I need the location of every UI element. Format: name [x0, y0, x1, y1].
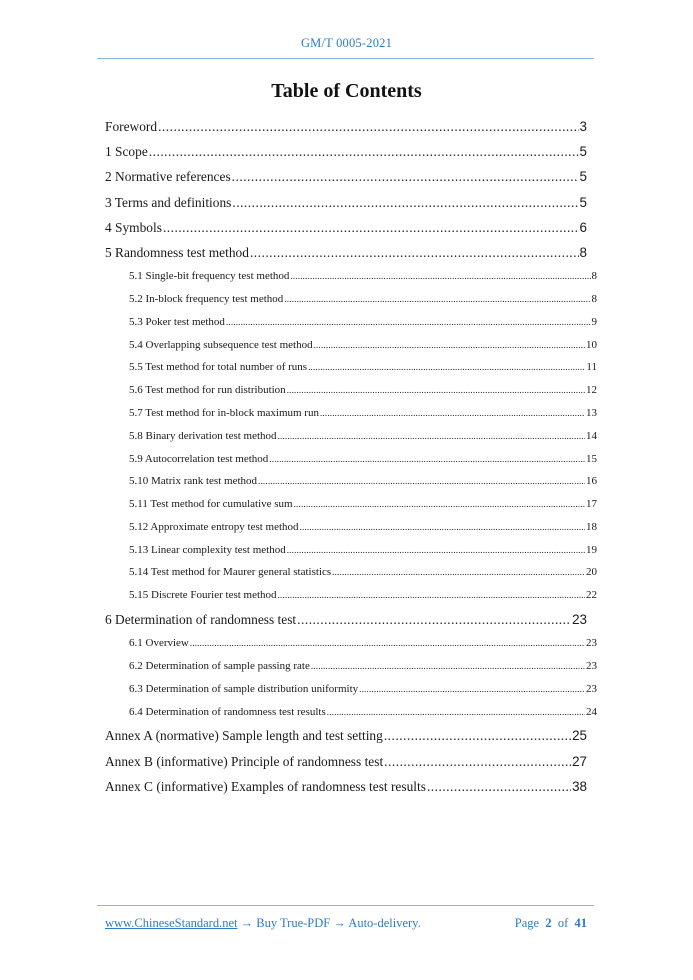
- toc-entry-title: 5.11 Test method for cumulative sum: [129, 498, 293, 511]
- dot-leader: [314, 334, 585, 357]
- toc-entry-title: 6.1 Overview: [129, 637, 189, 650]
- dot-leader: [190, 632, 585, 655]
- header-divider: [97, 58, 594, 59]
- footer-promo: [105, 916, 421, 931]
- toc-entry[interactable]: [105, 607, 587, 632]
- current-page: 2: [545, 916, 552, 930]
- toc-entry-title: 5.14 Test method for Maurer general statistics: [129, 566, 332, 579]
- toc-entry-title: 6.4 Determination of randomness test results: [129, 705, 326, 718]
- toc-entry-title: 5.9 Autocorrelation test method: [129, 452, 269, 465]
- toc-page-number: 27: [572, 753, 587, 769]
- toc-entry-title: 5.6 Test method for run distribution: [129, 384, 286, 397]
- toc-page-number: 8: [591, 292, 597, 305]
- toc-subentry[interactable]: [105, 334, 597, 357]
- toc-entry-title: 5.3 Poker test method: [129, 315, 225, 328]
- toc-entry[interactable]: [105, 774, 587, 799]
- toc-page-number: 15: [586, 452, 597, 465]
- toc-entry[interactable]: [105, 190, 587, 215]
- toc-subentry[interactable]: [105, 561, 597, 584]
- dot-leader: [278, 425, 585, 448]
- dot-leader: [226, 311, 591, 334]
- toc-entry-title: 2 Normative references: [105, 169, 231, 185]
- toc-page-number: 17: [586, 498, 597, 511]
- toc-entry-title: 4 Symbols: [105, 219, 162, 235]
- toc-subentry[interactable]: [105, 678, 597, 701]
- toc-entry-title: 5.12 Approximate entropy test method: [129, 520, 299, 533]
- toc-page-number: 11: [586, 361, 597, 374]
- toc-page-number: 23: [586, 682, 597, 695]
- toc-entry-title: 5.4 Overlapping subsequence test method: [129, 338, 313, 351]
- toc-entry[interactable]: [105, 114, 587, 139]
- toc-entry-title: 5.15 Discrete Fourier test method: [129, 589, 277, 602]
- toc-page-number: 5: [579, 169, 587, 185]
- dot-leader: [287, 539, 585, 562]
- toc-page-number: 24: [586, 705, 597, 718]
- dot-leader: [311, 655, 585, 678]
- toc-entry-title: 5.10 Matrix rank test method: [129, 475, 258, 488]
- toc-entry-title: 6.2 Determination of sample passing rate: [129, 660, 310, 673]
- toc-page-number: 10: [586, 338, 597, 351]
- dot-leader: [427, 774, 571, 799]
- toc-page-number: 22: [586, 589, 597, 602]
- footer-divider: [97, 905, 594, 906]
- toc-page-number: 18: [586, 520, 597, 533]
- toc-page-number: 3: [579, 119, 587, 134]
- standard-code-header: GM/T 0005-2021: [300, 36, 393, 50]
- dot-leader: [250, 240, 579, 265]
- dot-leader: [258, 470, 585, 493]
- dot-leader: [327, 701, 585, 724]
- toc-subentry[interactable]: [105, 701, 597, 724]
- dot-leader: [294, 493, 585, 516]
- toc-subentry[interactable]: [105, 539, 597, 562]
- dot-leader: [290, 265, 590, 288]
- page-number: [515, 916, 587, 931]
- toc-page-number: 5: [579, 144, 587, 160]
- toc-entry[interactable]: [105, 240, 587, 265]
- dot-leader: [297, 607, 571, 632]
- toc-subentry[interactable]: [105, 288, 597, 311]
- toc-subentry[interactable]: [105, 470, 597, 493]
- dot-leader: [308, 356, 585, 379]
- dot-leader: [384, 749, 571, 774]
- toc-page-number: 8: [591, 270, 597, 283]
- toc-entry-title: 5.13 Linear complexity test method: [129, 543, 286, 556]
- toc-entry-title: 5.7 Test method for in-block maximum run: [129, 406, 319, 419]
- website-link[interactable]: www.ChineseStandard.net: [105, 916, 238, 930]
- toc-subentry[interactable]: [105, 425, 597, 448]
- toc-page-number: 38: [572, 778, 587, 794]
- toc-entry-title: 5.2 In-block frequency test method: [129, 292, 284, 305]
- toc-subentry[interactable]: [105, 632, 597, 655]
- toc-page-number: 23: [572, 612, 587, 628]
- toc-page-number: 9: [591, 315, 597, 328]
- toc-page-number: 19: [586, 543, 597, 556]
- table-of-contents: [105, 114, 597, 799]
- toc-entry-title: 5.5 Test method for total number of runs: [129, 361, 308, 374]
- toc-subentry[interactable]: [105, 379, 597, 402]
- toc-subentry[interactable]: [105, 516, 597, 539]
- dot-leader: [163, 215, 579, 240]
- toc-entry[interactable]: [105, 215, 587, 240]
- toc-page-number: 12: [586, 384, 597, 397]
- toc-entry[interactable]: [105, 164, 587, 189]
- toc-subentry[interactable]: [105, 448, 597, 471]
- toc-page-number: 6: [579, 219, 587, 235]
- toc-page-number: 20: [586, 566, 597, 579]
- dot-leader: [232, 164, 579, 189]
- dot-leader: [287, 379, 585, 402]
- dot-leader: [232, 190, 578, 215]
- dot-leader: [278, 584, 585, 607]
- page-title: Table of Contents: [271, 80, 422, 102]
- toc-page-number: 13: [586, 406, 597, 419]
- toc-subentry[interactable]: [105, 655, 597, 678]
- toc-entry-title: 3 Terms and definitions: [105, 194, 232, 210]
- toc-subentry[interactable]: [105, 493, 597, 516]
- toc-page-number: 14: [586, 429, 597, 442]
- toc-entry[interactable]: [105, 723, 587, 748]
- toc-subentry[interactable]: [105, 402, 597, 425]
- toc-entry-title: 6 Determination of randomness test: [105, 612, 297, 628]
- dot-leader: [158, 114, 578, 139]
- toc-entry-title: Annex B (informative) Principle of randomness test: [105, 753, 384, 769]
- toc-subentry[interactable]: [105, 584, 597, 607]
- toc-page-number: 5: [579, 194, 587, 210]
- page-label: Page: [514, 916, 540, 930]
- toc-page-number: 8: [579, 244, 587, 260]
- toc-entry[interactable]: [105, 139, 587, 164]
- toc-entry-title: Annex A (normative) Sample length and test setting: [105, 728, 383, 744]
- toc-page-number: 23: [586, 637, 597, 650]
- toc-entry[interactable]: [105, 749, 587, 774]
- toc-entry-title: 6.3 Determination of sample distribution uniformity: [129, 682, 359, 695]
- toc-page-number: 25: [572, 728, 587, 744]
- toc-entry-title: Foreword: [105, 119, 158, 134]
- toc-entry-title: 5.1 Single-bit frequency test method: [129, 270, 290, 283]
- dot-leader: [332, 561, 585, 584]
- dot-leader: [269, 448, 585, 471]
- page-of-label: of: [557, 916, 569, 930]
- toc-entry-title: Annex C (informative) Examples of randomness test results: [105, 778, 426, 794]
- toc-entry-title: 5 Randomness test method: [105, 244, 249, 260]
- toc-page-number: 16: [586, 475, 597, 488]
- dot-leader: [284, 288, 590, 311]
- toc-page-number: 23: [586, 660, 597, 673]
- toc-entry-title: 1 Scope: [105, 144, 148, 160]
- toc-subentry[interactable]: [105, 311, 597, 334]
- dot-leader: [359, 678, 585, 701]
- dot-leader: [300, 516, 585, 539]
- total-pages: 41: [574, 916, 587, 930]
- dot-leader: [320, 402, 585, 425]
- promo-text: → Buy True-PDF → Auto-delivery.: [237, 916, 421, 930]
- toc-entry-title: 5.8 Binary derivation test method: [129, 429, 277, 442]
- footer: [105, 916, 587, 931]
- toc-subentry[interactable]: [105, 356, 597, 379]
- toc-subentry[interactable]: [105, 265, 597, 288]
- dot-leader: [384, 723, 571, 748]
- dot-leader: [149, 139, 579, 164]
